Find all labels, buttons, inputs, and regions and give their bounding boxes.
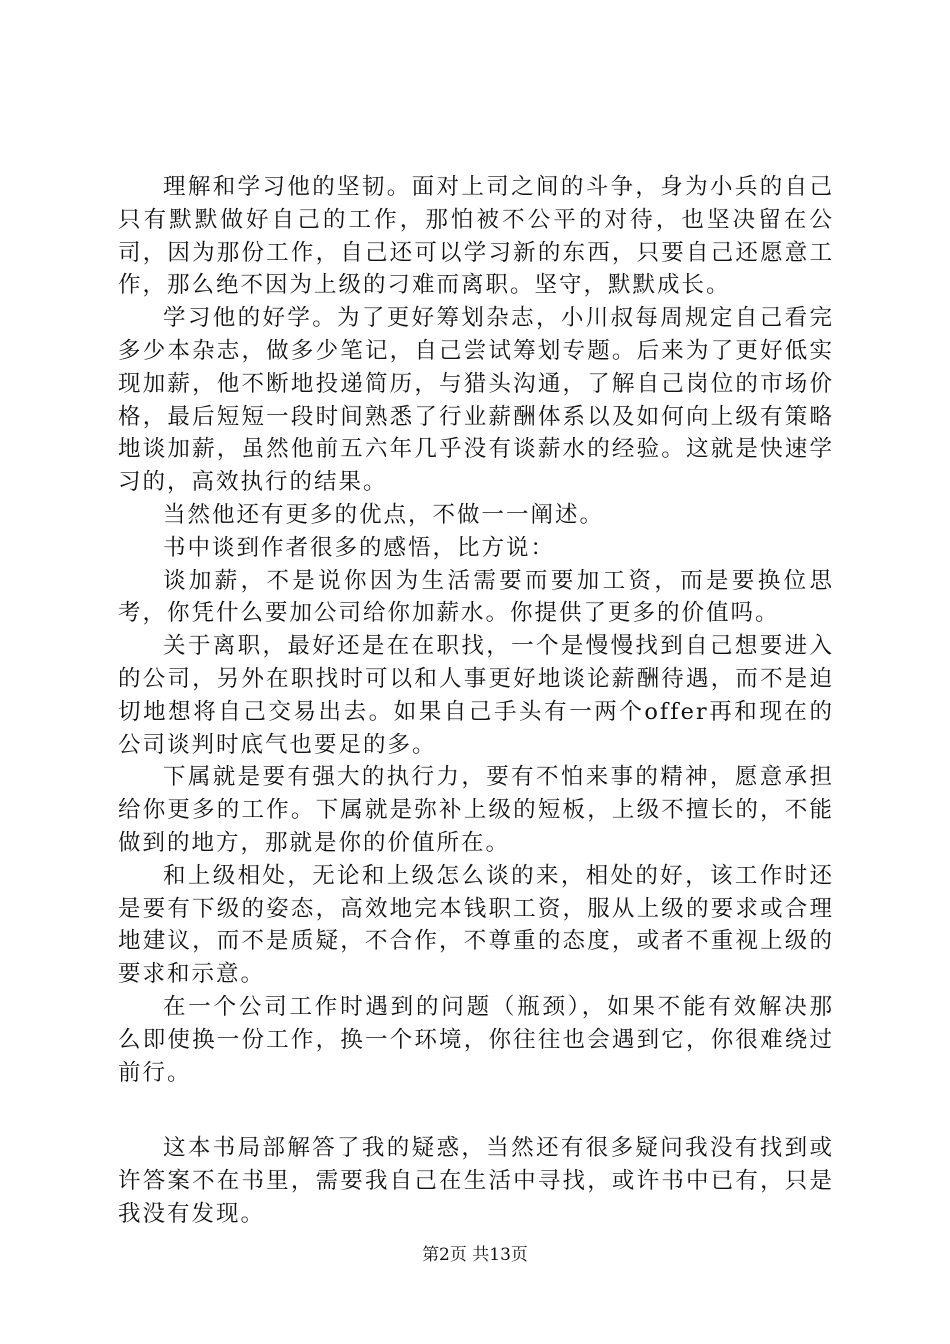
paragraph-insights-intro: 书中谈到作者很多的感悟，比方说：	[163, 534, 556, 561]
paragraph-bottleneck: 在一个公司工作时遇到的问题（瓶颈），如果不能有效解决那么即使换一份工作，换一个环境，你往往也会遇到它，你很难绕过前行。	[118, 993, 834, 1086]
paragraph-subordinate: 下属就是要有强大的执行力，要有不怕来事的精神，愿意承担给你更多的工作。下属就是弥补上级的短板，上级不擅长的，不能做到的地方，那就是你的价值所在。	[118, 764, 834, 856]
paragraph-gap	[118, 1089, 834, 1132]
document-body	[118, 171, 834, 1231]
paragraph-perseverance: 理解和学习他的坚韧。面对上司之间的斗争，身为小兵的自己只有默默做好自己的工作，那怕被不公平的对待，也坚决留在公司，因为那份工作，自己还可以学习新的东西，只要自己还愿意工作，那么绝不因为上级的刁难而离职。坚守，默默成长。	[118, 174, 834, 299]
paragraph-resignation: 关于离职，最好还是在在职找，一个是慢慢找到自己想要进入的公司，另外在职找时可以和人事更好地谈论薪酬待遇，而不是迫切地想将自己交易出去。如果自己手头有一两个offer再和现在的公司谈判时底气也要足的多。	[118, 633, 834, 758]
paragraph-conclusion: 这本书局部解答了我的疑惑，当然还有很多疑问我没有找到或许答案不在书里，需要我自己在生活中寻找，或许书中已有，只是我没有发现。	[118, 1135, 834, 1227]
paragraph-studious: 学习他的好学。为了更好筹划杂志，小川叔每周规定自己看完多少本杂志，做多少笔记，自己尝试筹划专题。后来为了更好低实现加薪，他不断地投递简历，与猎头沟通，了解自己岗位的市场价格，最后短短一段时间熟悉了行业薪酬体系以及如何向上级有策略地谈加薪，虽然他前五六年几乎没有谈薪水的经验。这就是快速学习的，高效执行的结果。	[118, 305, 834, 496]
paragraph-superior-relations: 和上级相处，无论和上级怎么谈的来，相处的好，该工作时还是要有下级的姿态，高效地完本钱职工资，服从上级的要求或合理地建议，而不是质疑，不合作，不尊重的态度，或者不重视上级的要求和示意。	[118, 862, 834, 988]
page-number-footer: 第2页 共13页	[422, 1245, 528, 1265]
paragraph-raise: 谈加薪，不是说你因为生活需要而要加工资，而是要换位思考，你凭什么要加公司给你加薪水。你提供了更多的价值吗。	[118, 567, 834, 627]
paragraph-more-merits: 当然他还有更多的优点，不做一一阐述。	[163, 501, 605, 528]
